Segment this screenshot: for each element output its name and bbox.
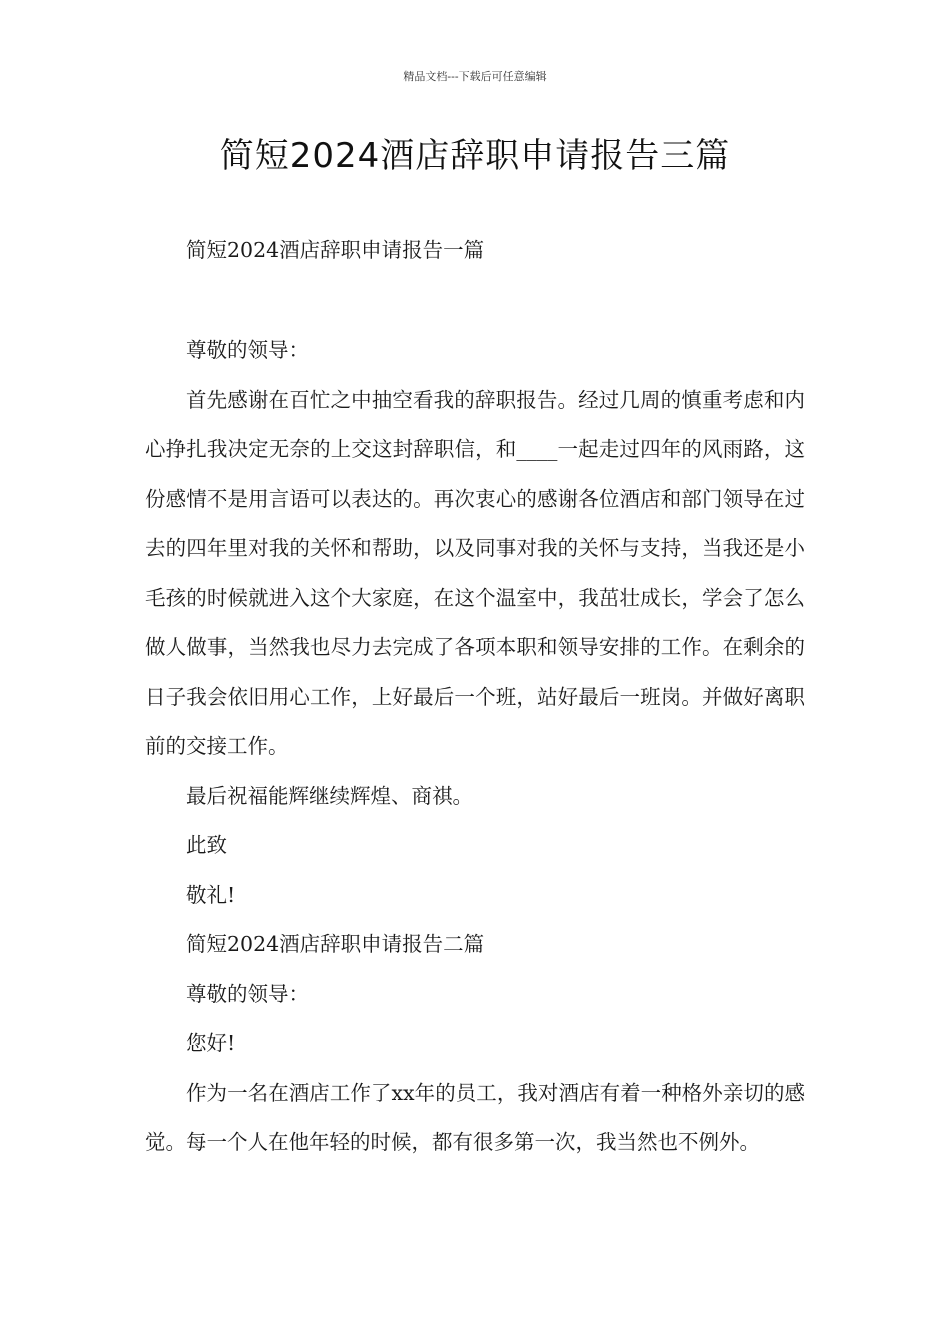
body-paragraph: 作为一名在酒店工作了xx年的员工，我对酒店有着一种格外亲切的感觉。每一个人在他年轻的时候，都有很多第一次，我当然也不例外。 xyxy=(145,1080,805,1154)
section-heading-1: 简短2024酒店辞职申请报告一篇 xyxy=(186,238,485,262)
document-title: 简短2024酒店辞职申请报告三篇 xyxy=(219,136,731,176)
header-note: 精品文档---下载后可任意编辑 xyxy=(403,70,547,83)
closing-line: 此致 xyxy=(186,833,227,857)
body-paragraph: 首先感谢在百忙之中抽空看我的辞职报告。经过几周的慎重考虑和内心挣扎我决定无奈的上交这封辞职信，和____一起走过四年的风雨路，这份感情不是用言语可以表达的。再次衷心的感谢各位酒店和部门领导在过去的四年里对我的关怀和帮助，以及同事对我的关怀与支持，当我还是小毛孩的时候就进入这个大家庭，在这个温室中，我茁壮成长，学会了怎么做人做事，当然我也尽力去完成了各项本职和领导安排的工作。在剩余的日子我会依旧用心工作，上好最后一个班，站好最后一班岗。并做好离职前的交接工作。 xyxy=(145,387,805,758)
closing-regards: 敬礼! xyxy=(186,882,236,907)
salutation: 尊敬的领导： xyxy=(186,981,309,1006)
greeting: 您好! xyxy=(186,1031,236,1055)
closing-wish: 最后祝福能辉继续辉煌、商祺。 xyxy=(186,783,473,808)
document-body xyxy=(145,326,805,1168)
section-heading-2: 简短2024酒店辞职申请报告二篇 xyxy=(186,932,485,956)
salutation: 尊敬的领导： xyxy=(186,338,309,362)
